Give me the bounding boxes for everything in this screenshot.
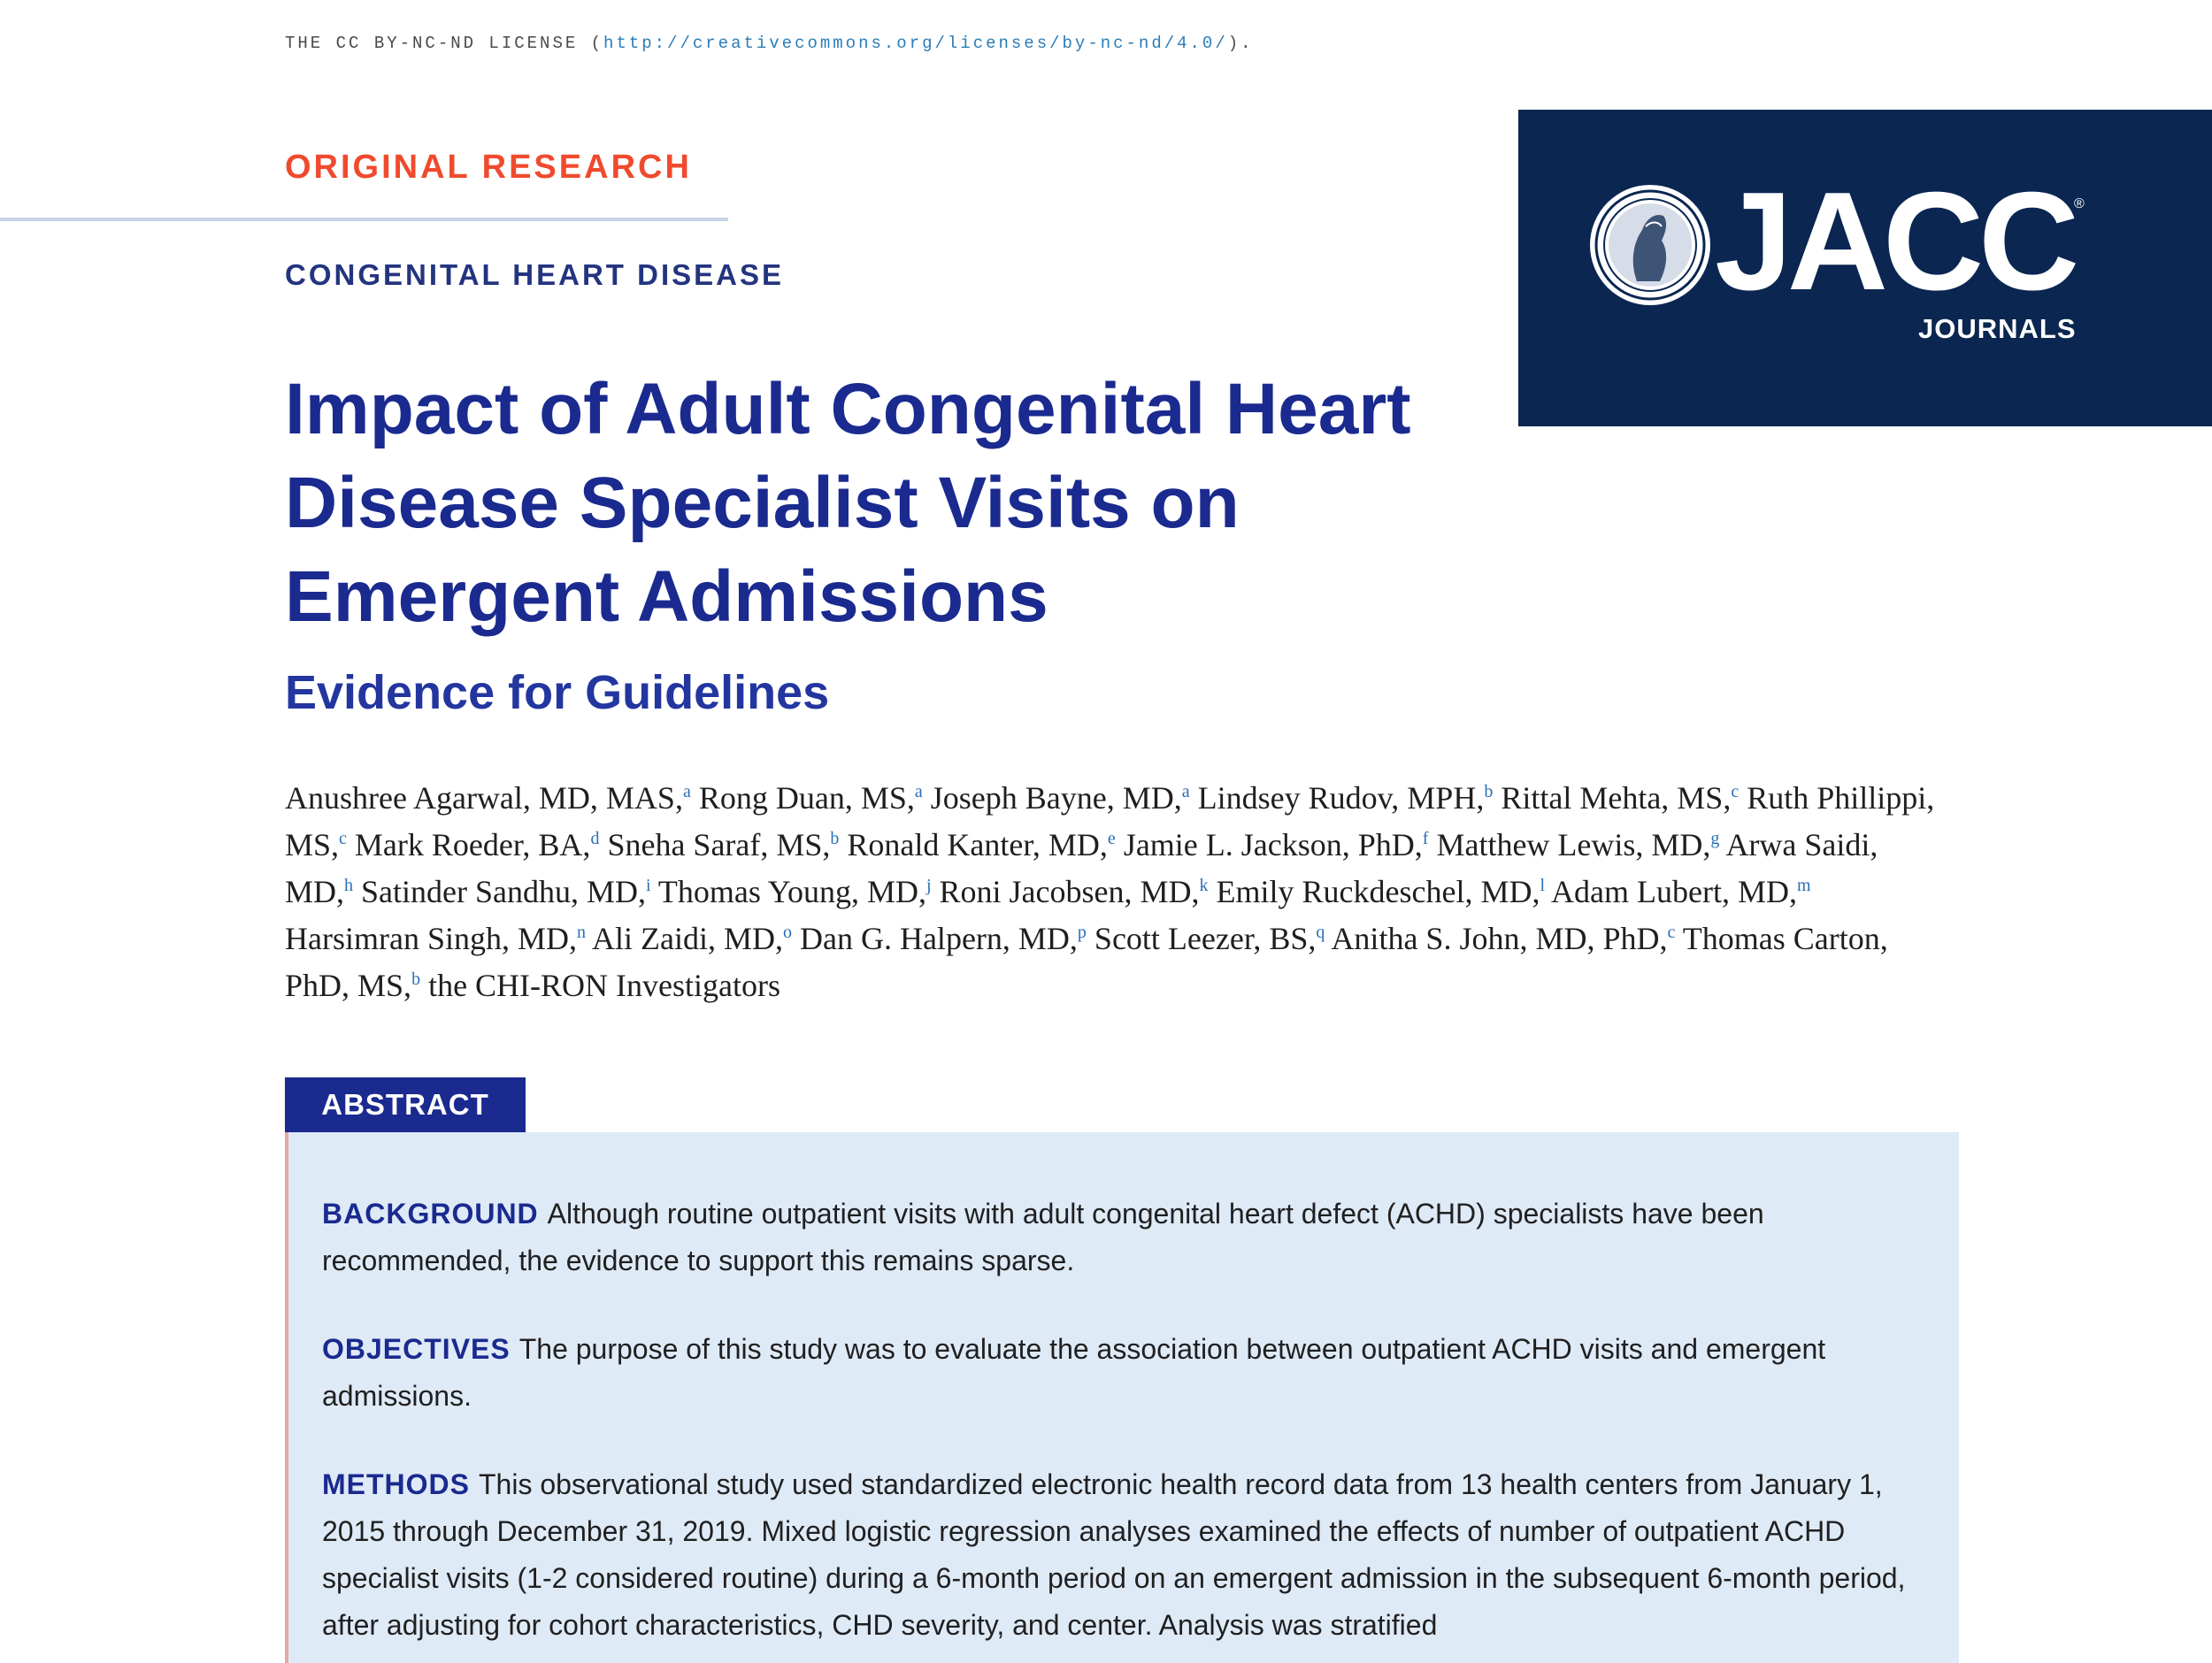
author-name: Matthew Lewis, MD, bbox=[1436, 827, 1711, 862]
author-affiliation-mark[interactable]: f bbox=[1422, 829, 1429, 848]
article-title: Impact of Adult Congenital Heart Disease Specialist Visits on Emergent Admissions bbox=[285, 369, 1411, 637]
author bbox=[1501, 780, 1739, 816]
author-affiliation-mark[interactable]: n bbox=[576, 923, 586, 942]
author-name: Ronald Kanter, MD, bbox=[847, 827, 1108, 862]
author-affiliation-mark[interactable]: i bbox=[646, 876, 651, 895]
logo-subtitle: JOURNALS bbox=[1918, 313, 2077, 344]
abstract-methods bbox=[322, 1461, 1941, 1649]
author-affiliation-mark[interactable]: b bbox=[411, 969, 421, 989]
author-list bbox=[285, 775, 1948, 1009]
author-affiliation-mark[interactable]: o bbox=[782, 923, 792, 942]
abstract-label: ABSTRACT bbox=[285, 1077, 526, 1132]
author-affiliation-mark[interactable]: b bbox=[830, 829, 840, 848]
author-affiliation-mark[interactable]: d bbox=[590, 829, 600, 848]
author-affiliation-mark[interactable]: a bbox=[914, 782, 923, 801]
abstract-box bbox=[285, 1132, 1959, 1663]
author bbox=[428, 968, 780, 1003]
author bbox=[1124, 827, 1429, 862]
author-name: Thomas Young, MD, bbox=[657, 874, 926, 909]
author bbox=[658, 874, 932, 909]
author-affiliation-mark[interactable]: a bbox=[1181, 782, 1190, 801]
author-name: Anushree Agarwal, MD, MAS, bbox=[285, 780, 683, 816]
author-affiliation-mark[interactable]: l bbox=[1540, 876, 1546, 895]
author-name: Emily Ruckdeschel, MD, bbox=[1216, 874, 1540, 909]
author bbox=[355, 827, 600, 862]
author-affiliation-mark[interactable]: e bbox=[1107, 829, 1116, 848]
author bbox=[1551, 874, 1811, 909]
author-name: the CHI-RON Investigators bbox=[428, 968, 780, 1003]
abstract-objectives bbox=[322, 1326, 1941, 1420]
abstract-background-text: Although routine outpatient visits with adult congenital heart defect (ACHD) specialists have been recommended, the evidence to support this remains sparse. bbox=[322, 1198, 1764, 1276]
author bbox=[1094, 921, 1325, 956]
author-name: Anitha S. John, MD, PhD, bbox=[1331, 921, 1668, 956]
author-name: Rong Duan, MS, bbox=[698, 780, 915, 816]
author-name: Rittal Mehta, MS, bbox=[1501, 780, 1732, 816]
author-affiliation-mark[interactable]: c bbox=[339, 829, 347, 848]
author-affiliation-mark[interactable]: a bbox=[682, 782, 691, 801]
author-name: Satinder Sandhu, MD, bbox=[361, 874, 646, 909]
seal-icon bbox=[1587, 182, 1713, 308]
logo-registered-mark: ® bbox=[2074, 196, 2085, 211]
subject-label: CONGENITAL HEART DISEASE bbox=[285, 258, 784, 291]
author-affiliation-mark[interactable]: m bbox=[1797, 876, 1811, 895]
abstract-background-heading: BACKGROUND bbox=[322, 1198, 539, 1230]
author-affiliation-mark[interactable]: c bbox=[1667, 923, 1676, 942]
abstract-methods-text: This observational study used standardized electronic health record data from 13 health centers from January 1, 2015 through December 31, 2019. Mixed logistic regression analyses examined the effects of number of outpatient ACHD specialist visits (1-2 considered routine) during a 6-month period on an emergent admission in the subsequent 6-month period, after adjusting for cohort characteristics, CHD severity, and center. Analysis was stratified bbox=[322, 1468, 1906, 1641]
author-affiliation-mark[interactable]: j bbox=[926, 876, 932, 895]
author bbox=[592, 921, 792, 956]
author-name: Thomas Carton, PhD, MS, bbox=[285, 921, 1888, 1003]
license-prefix: THE CC BY-NC-ND LICENSE ( bbox=[285, 34, 604, 53]
author-affiliation-mark[interactable]: p bbox=[1077, 923, 1087, 942]
author bbox=[940, 874, 1209, 909]
author-name: Ruth Phillippi, MS, bbox=[285, 780, 1935, 862]
license-link[interactable]: http://creativecommons.org/licenses/by-nc-nd/4.0/ bbox=[603, 34, 1228, 53]
author bbox=[931, 780, 1190, 816]
author-name: Jamie L. Jackson, PhD, bbox=[1123, 827, 1423, 862]
author-affiliation-mark[interactable]: h bbox=[344, 876, 354, 895]
license-notice bbox=[285, 34, 1254, 53]
author bbox=[1436, 827, 1719, 862]
author bbox=[1217, 874, 1546, 909]
author-name: Dan G. Halpern, MD, bbox=[799, 921, 1078, 956]
abstract-methods-heading: METHODS bbox=[322, 1468, 470, 1500]
author-name: Arwa Saidi, MD, bbox=[285, 827, 1878, 909]
author bbox=[1331, 921, 1675, 956]
abstract-background bbox=[322, 1191, 1941, 1284]
abstract-objectives-heading: OBJECTIVES bbox=[322, 1333, 511, 1365]
license-suffix: ). bbox=[1227, 34, 1254, 53]
author bbox=[285, 921, 586, 956]
journal-logo bbox=[1518, 110, 2212, 426]
author bbox=[285, 780, 691, 816]
author bbox=[699, 780, 923, 816]
author bbox=[800, 921, 1087, 956]
author-name: Lindsey Rudov, MPH, bbox=[1197, 780, 1485, 816]
author-name: Sneha Saraf, MS, bbox=[607, 827, 831, 862]
author-affiliation-mark[interactable]: c bbox=[1731, 782, 1740, 801]
section-label: ORIGINAL RESEARCH bbox=[285, 149, 692, 186]
author-affiliation-mark[interactable]: k bbox=[1199, 876, 1209, 895]
author-affiliation-mark[interactable]: q bbox=[1316, 923, 1325, 942]
author-name: Adam Lubert, MD, bbox=[1551, 874, 1797, 909]
author-name: Ali Zaidi, MD, bbox=[592, 921, 783, 956]
section-divider bbox=[0, 218, 728, 221]
author bbox=[1198, 780, 1494, 816]
logo-wordmark: JACC bbox=[1715, 164, 2075, 319]
author-name: Roni Jacobsen, MD, bbox=[939, 874, 1200, 909]
abstract-objectives-text: The purpose of this study was to evaluate the association between outpatient ACHD visits and emergent admissions. bbox=[322, 1333, 1826, 1412]
author-name: Scott Leezer, BS, bbox=[1094, 921, 1317, 956]
author-name: Harsimran Singh, MD, bbox=[285, 921, 577, 956]
article-subtitle: Evidence for Guidelines bbox=[285, 666, 830, 719]
author-affiliation-mark[interactable]: g bbox=[1710, 829, 1720, 848]
author bbox=[847, 827, 1115, 862]
author bbox=[607, 827, 839, 862]
author-name: Mark Roeder, BA, bbox=[354, 827, 591, 862]
author bbox=[361, 874, 651, 909]
author-name: Joseph Bayne, MD, bbox=[930, 780, 1182, 816]
author-affiliation-mark[interactable]: b bbox=[1484, 782, 1494, 801]
